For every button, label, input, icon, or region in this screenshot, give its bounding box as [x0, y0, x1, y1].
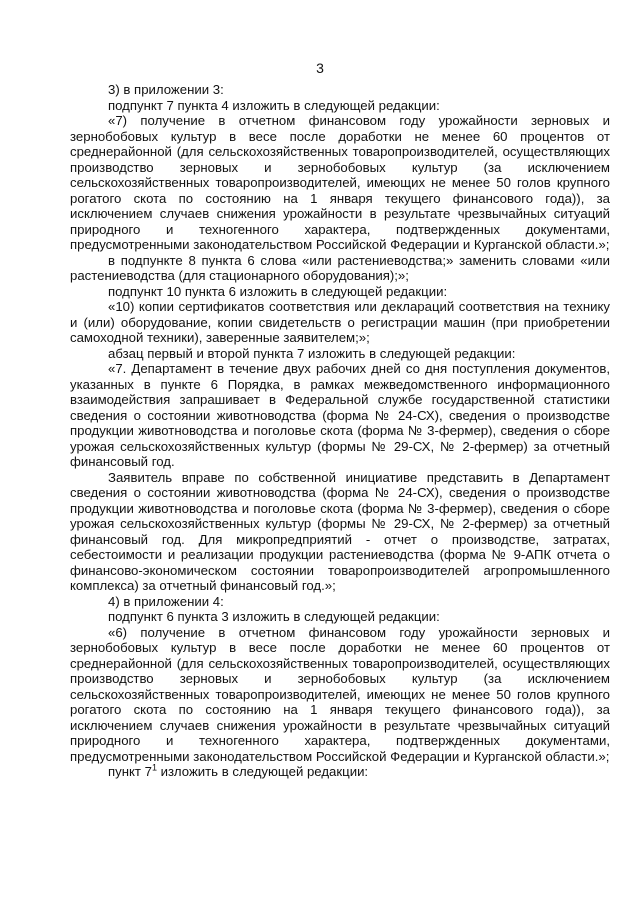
- paragraph-subclause-8-clause-6: в подпункте 8 пункта 6 слова «или растениеводства;» заменить словами «или растениеводства (для стационарного оборудования);»;: [70, 252, 610, 283]
- paragraph-quoted-subclause-6: «6) получение в отчетном финансовом году урожайности зерновых и зернобобовых культур в весе после доработки не менее 60 процентов от среднерайонной (для сельскохозяйственных товаропроизводителей, осуществляющих производство зерновых и зернобобовых культур (за исключением сельскохозяйственных товаропроизводителей, имеющих не менее 50 голов крупного рогатого скота по состоянию на 1 января текущего финансового года)), за исключением случаев снижения урожайности в результате чрезвычайных ситуаций природного и техногенного характера, подтвержденных документами, предусмотренными законодательством Российской Федерации и Курганской области.»;: [70, 624, 610, 764]
- document-body: [70, 82, 610, 780]
- paragraph-quoted-clause-7: «7. Департамент в течение двух рабочих дней со дня поступления документов, указанных в пункте 6 Порядка, в рамках межведомственного информационного взаимодействия запрашивает в Федеральной службе государственной статистики сведения о состоянии животноводства (форма № 24-СХ), сведения о производстве продукции животноводства и поголовье скота (форма № 3-фермер), сведения о сборе урожая сельскохозяйственных культур (формы № 29-СХ, № 2-фермер) за отчетный финансовый год.: [70, 361, 610, 469]
- paragraph-clause-7-paragraphs: абзац первый и второй пункта 7 изложить в следующей редакции:: [108, 345, 516, 361]
- clause-7-1-superscript: 1: [151, 762, 157, 773]
- paragraph-appendix-4: 4) в приложении 4:: [108, 593, 224, 609]
- paragraph-appendix-3: 3) в приложении 3:: [108, 82, 224, 97]
- paragraph-subclause-6-clause-3: подпункт 6 пункта 3 изложить в следующей редакции:: [108, 609, 440, 624]
- paragraph-quoted-subclause-7: «7) получение в отчетном финансовом году урожайности зерновых и зернобобовых культур в весе после доработки не менее 60 процентов от среднерайонной (для сельскохозяйственных товаропроизводителей, осуществляющих производство зерновых и зернобобовых культур (за исключением сельскохозяйственных товаропроизводителей, имеющих не менее 50 голов крупного рогатого скота по состоянию на 1 января текущего финансового года)), за исключением случаев снижения урожайности в результате чрезвычайных ситуаций природного и техногенного характера, подтвержденных документами, предусмотренными законодательством Российской Федерации и Курганской области.»;: [70, 113, 610, 252]
- clause-7-1-rest: изложить в следующей редакции:: [157, 764, 369, 779]
- paragraph-subclause-7-clause-4: подпункт 7 пункта 4 изложить в следующей редакции:: [108, 97, 440, 113]
- paragraph-applicant-right: Заявитель вправе по собственной инициативе представить в Департамент сведения о состоянии животноводства (форма № 24-СХ), сведения о производстве продукции животноводства и поголовье скота (форма № 3-фермер), сведения о сборе урожая сельскохозяйственных культур (формы № 29-СХ, № 2-фермер) за отчетный финансовый год. Для микропредприятий - отчет о производстве, затратах, себестоимости и реализации продукции растениеводства (форма № 9-АПК отчета о финансово-экономическом состоянии товаропроизводителей агропромышленного комплекса) за отчетный финансовый год.»;: [70, 469, 610, 593]
- paragraph-quoted-subclause-10: «10) копии сертификатов соответствия или деклараций соответствия на технику и (или) оборудование, копии свидетельств о регистрации машин (при приобретении самоходной техники), заверенные заявителем;»;: [70, 299, 610, 345]
- paragraph-subclause-10-clause-6: подпункт 10 пункта 6 изложить в следующей редакции:: [108, 283, 448, 299]
- page-number: 3: [316, 60, 324, 76]
- clause-7-1-text: пункт 7: [108, 764, 152, 779]
- paragraph-clause-7-1: [70, 764, 610, 780]
